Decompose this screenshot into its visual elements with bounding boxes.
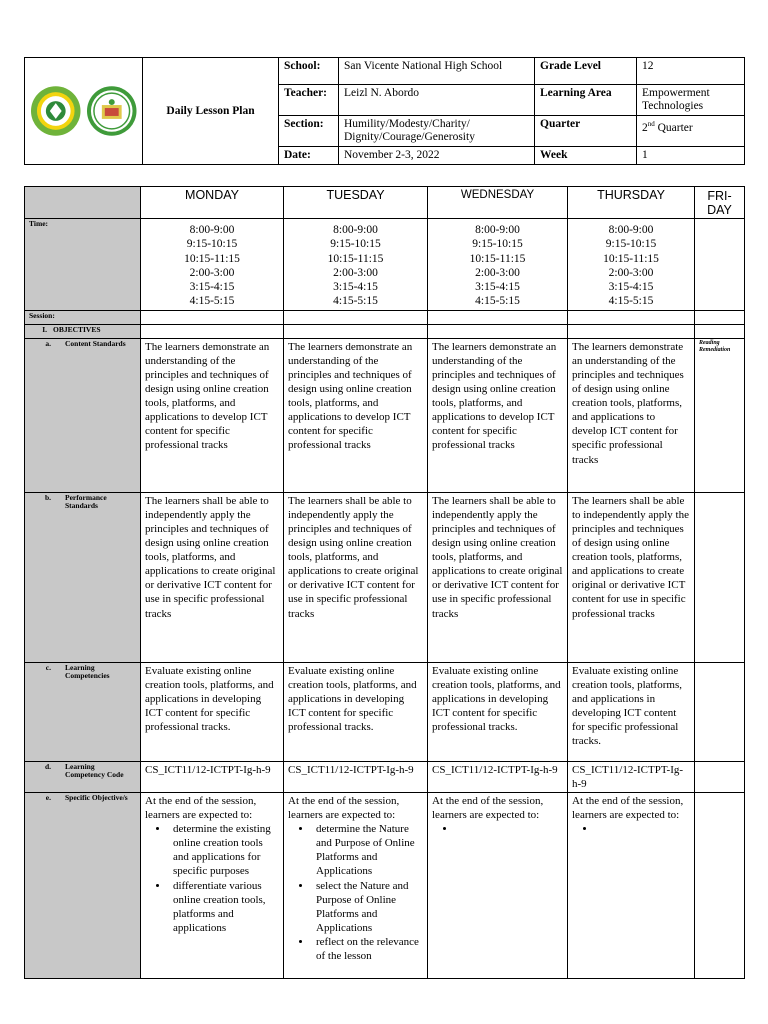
specific-objectives-thursday: At the end of the session, learners are expected to: • — [568, 792, 695, 978]
list-item: • determine the Nature and Purpose of Online Platforms and Applications — [312, 822, 423, 878]
learning-competencies-wednesday: Evaluate existing online creation tools, platforms, and applications in developing ICT content for specific professional tracks. — [428, 662, 568, 761]
specific-objectives-wednesday: At the end of the session, learners are expected to: • — [428, 792, 568, 978]
lesson-plan-table — [24, 186, 745, 979]
content-standards-thursday: The learners demonstrate an understanding of the principles and techniques of design using online creation tools, platforms, and applications to develop ICT content for specific professional tracks — [568, 338, 695, 492]
deped-seal-logo — [30, 85, 82, 137]
reading-remediation-note: Reading Remediation — [695, 338, 745, 492]
content-standards-monday: The learners demonstrate an understanding of the principles and techniques of design using online creation tools, platforms, and applications to develop ICT content for specific professional tracks — [141, 338, 284, 492]
list-item: • determine the existing online creation tools and applications for specific purposes — [169, 822, 279, 878]
document-title: Daily Lesson Plan — [143, 58, 279, 165]
day-header-friday: FRI-DAY — [695, 187, 745, 219]
school-label: School: — [279, 58, 339, 85]
day-header-tuesday: TUESDAY — [284, 187, 428, 219]
date-value: November 2-3, 2022 — [339, 147, 535, 165]
times-friday — [695, 219, 745, 311]
learning-competencies-tuesday: Evaluate existing online creation tools, platforms, and applications in developing ICT content for specific professional tracks. — [284, 662, 428, 761]
quarter-value: 2nd Quarter — [637, 116, 745, 147]
performance-standards-tuesday: The learners shall be able to independently apply the principles and techniques of design using online creation tools, platforms, and applications to create original or derivative ICT content for use in specific professional tracks — [284, 492, 428, 662]
performance-standards-monday: The learners shall be able to independently apply the principles and techniques of design using online creation tools, platforms, and applications to create original or derivative ICT content for use in specific professional tracks — [141, 492, 284, 662]
times-thursday: 8:00-9:00 9:15-10:15 10:15-11:15 2:00-3:00 3:15-4:15 4:15-5:15 — [568, 219, 695, 311]
learning-area-label: Learning Area — [535, 85, 637, 116]
list-item: • reflect on the relevance of the lesson — [312, 935, 423, 963]
learning-competencies-label: c. Learning Competencies — [25, 662, 141, 761]
competency-code-monday: CS_ICT11/12-ICTPT-Ig-h-9 — [141, 761, 284, 792]
list-item — [596, 822, 690, 836]
teacher-label: Teacher: — [279, 85, 339, 116]
list-item — [456, 822, 563, 836]
list-item: • select the Nature and Purpose of Online Platforms and Applications — [312, 879, 423, 935]
learning-competencies-thursday: Evaluate existing online creation tools, platforms, and applications in developing ICT content for specific professional tracks. — [568, 662, 695, 761]
school-value: San Vicente National High School — [339, 58, 535, 85]
performance-standards-label: b. Performance Standards — [25, 492, 141, 662]
session-label: Session: — [25, 310, 141, 324]
header-table — [24, 57, 745, 165]
section-value: Humility/Modesty/Charity/ Dignity/Courage/Generosity — [339, 116, 535, 147]
content-standards-tuesday: The learners demonstrate an understanding of the principles and techniques of design using online creation tools, platforms, and applications to develop ICT content for specific professional tracks — [284, 338, 428, 492]
times-tuesday: 8:00-9:00 9:15-10:15 10:15-11:15 2:00-3:00 3:15-4:15 4:15-5:15 — [284, 219, 428, 311]
competency-code-tuesday: CS_ICT11/12-ICTPT-Ig-h-9 — [284, 761, 428, 792]
performance-standards-wednesday: The learners shall be able to independently apply the principles and techniques of design using online creation tools, platforms, and applications to create original or derivative ICT content for use in specific professional tracks — [428, 492, 568, 662]
date-label: Date: — [279, 147, 339, 165]
list-item: • differentiate various online creation tools, platforms and applications — [169, 879, 279, 935]
learning-area-value: Empowerment Technologies — [637, 85, 745, 116]
content-standards-wednesday: The learners demonstrate an understanding of the principles and techniques of design using online creation tools, platforms, and applications to develop ICT content for specific professional tracks — [428, 338, 568, 492]
times-wednesday: 8:00-9:00 9:15-10:15 10:15-11:15 2:00-3:00 3:15-4:15 4:15-5:15 — [428, 219, 568, 311]
day-header-thursday: THURSDAY — [568, 187, 695, 219]
grade-level-label: Grade Level — [535, 58, 637, 85]
logos-cell — [25, 58, 143, 165]
times-monday: 8:00-9:00 9:15-10:15 10:15-11:15 2:00-3:00 3:15-4:15 4:15-5:15 — [141, 219, 284, 311]
corner-cell — [25, 187, 141, 219]
objectives-heading: I. OBJECTIVES — [25, 324, 141, 338]
grade-level-value: 12 — [637, 58, 745, 85]
learning-competencies-monday: Evaluate existing online creation tools, platforms, and applications in developing ICT content for specific professional tracks. — [141, 662, 284, 761]
week-value: 1 — [637, 147, 745, 165]
teacher-value: Leizl N. Abordo — [339, 85, 535, 116]
week-label: Week — [535, 147, 637, 165]
day-header-monday: MONDAY — [141, 187, 284, 219]
specific-objectives-tuesday: At the end of the session, learners are expected to: • determine the Nature and Purpose of Online Platforms and Applications • select the Nature and Purpose of Online Platforms and Applications • reflect on the relevance of the lesson — [284, 792, 428, 978]
section-label: Section: — [279, 116, 339, 147]
content-standards-label: a. Content Standards — [25, 338, 141, 492]
specific-objectives-monday: At the end of the session, learners are expected to: • determine the existing online creation tools and applications for specific purposes • differentiate various online creation tools, platforms and applications — [141, 792, 284, 978]
competency-code-thursday: CS_ICT11/12-ICTPT-Ig-h-9 — [568, 761, 695, 792]
specific-objectives-label: e. Specific Objective/s — [25, 792, 141, 978]
school-seal-logo — [86, 85, 138, 137]
quarter-label: Quarter — [535, 116, 637, 147]
performance-standards-thursday: The learners shall be able to independently apply the principles and techniques of design using online creation tools, platforms, and applications to create original or derivative ICT content for use in specific professional tracks — [568, 492, 695, 662]
time-label: Time: — [25, 219, 141, 311]
day-header-wednesday: WEDNESDAY — [428, 187, 568, 219]
competency-code-label: d. Learning Competency Code — [25, 761, 141, 792]
competency-code-wednesday: CS_ICT11/12-ICTPT-Ig-h-9 — [428, 761, 568, 792]
